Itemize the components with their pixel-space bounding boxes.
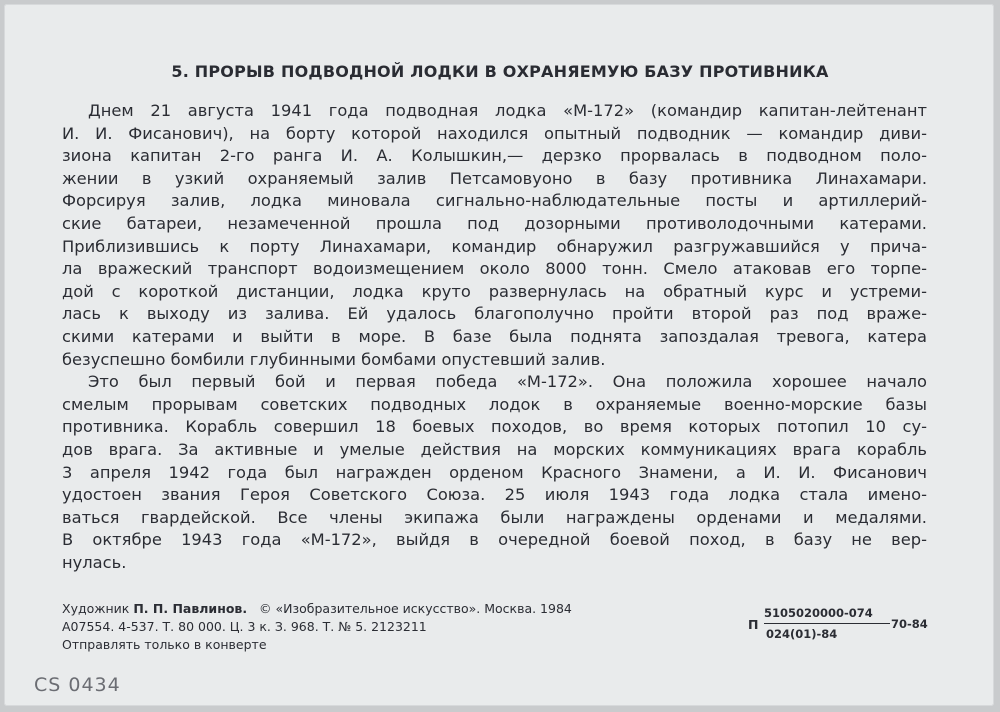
index-numerator: 5105020000-074 [764,606,873,620]
article-body [62,100,927,574]
text-line: И. И. Фисанович), на борту которой находился опытный подводник — командир диви- [62,123,927,143]
page-title: 5. ПРОРЫВ ПОДВОДНОЙ ЛОДКИ В ОХРАНЯЕМУЮ БАЗУ ПРОТИВНИКА [171,62,829,81]
text-line: ваться гвардейской. Все члены экипажа были награждены орденами и медалями. [62,507,927,527]
text-line: Днем 21 августа 1941 года подводная лодка «М-172» (командир капитан-лейтенант [88,101,927,120]
text-line: дов врага. За активные и умелые действия на морских коммуникациях врага корабль [62,439,927,459]
text-line: удостоен звания Героя Советского Союза. 25 июля 1943 года лодка стала имено- [62,485,927,505]
fraction-rule [764,623,890,624]
imprint-credits [62,600,572,618]
text-line: Форсируя залив, лодка миновала сигнально-наблюдательные посты и артиллерий- [62,191,927,211]
text-line: В октябре 1943 года «М-172», выйдя в очередной боевой поход, в базу не вер- [62,530,927,550]
publisher-line: © «Изобразительное искусство». Москва. 1984 [259,601,572,616]
text-line: зиона капитан 2-го ранга И. А. Колышкин,— дерзко прорвалась в подводном поло- [62,146,927,166]
text-line: Это был первый бой и первая победа «М-172». Она положила хорошее начало [88,372,927,392]
mail-note: Отправлять только в конверте [62,637,267,652]
index-denominator: 024(01)-84 [766,627,838,641]
index-letter: П [748,617,759,632]
text-line: нулась. [62,552,127,572]
text-line: противника. Корабль совершил 18 боевых походов, во время которых потопил 10 су- [62,417,927,437]
text-line: 3 апреля 1942 года был награжден орденом Красного Знамени, а И. И. Фисанович [62,462,927,482]
text-line: смелым прорывам советских подводных лодок в охраняемые военно-морские базы [62,394,927,414]
text-line: Приблизившись к порту Линахамари, командир обнаружил разгружавшийся у прича- [62,236,927,256]
archive-stamp: CS 0434 [34,674,121,696]
artist-name: П. П. Павлинов. [133,601,248,616]
print-info: А07554. 4-537. Т. 80 000. Ц. 3 к. З. 968. Т. № 5. 2123211 [62,619,427,634]
text-line: дой с короткой дистанции, лодка круто развернулась на обратный курс и устреми- [62,281,927,301]
text-line: скими катерами и выйти в море. В базе была поднята запоздалая тревога, катера [62,326,927,346]
index-suffix: 70-84 [891,617,928,631]
text-line: ла вражеский транспорт водоизмещением около 8000 тонн. Смело атаковав его торпе- [62,259,927,279]
imprint [62,600,572,654]
text-line: жении в узкий охраняемый залив Петсамовуоно в базу противника Линахамари. [62,168,927,188]
text-line: безуспешно бомбили глубинными бомбами опустевший залив. [62,349,606,369]
text-line: лась к выходу из залива. Ей удалось благополучно пройти второй раз под враже- [62,304,927,324]
text-line: ские батареи, незамеченной прошла под дозорными противолодочными катерами. [62,213,927,233]
artist-prefix: Художник [62,601,130,616]
catalog-index [748,606,938,650]
